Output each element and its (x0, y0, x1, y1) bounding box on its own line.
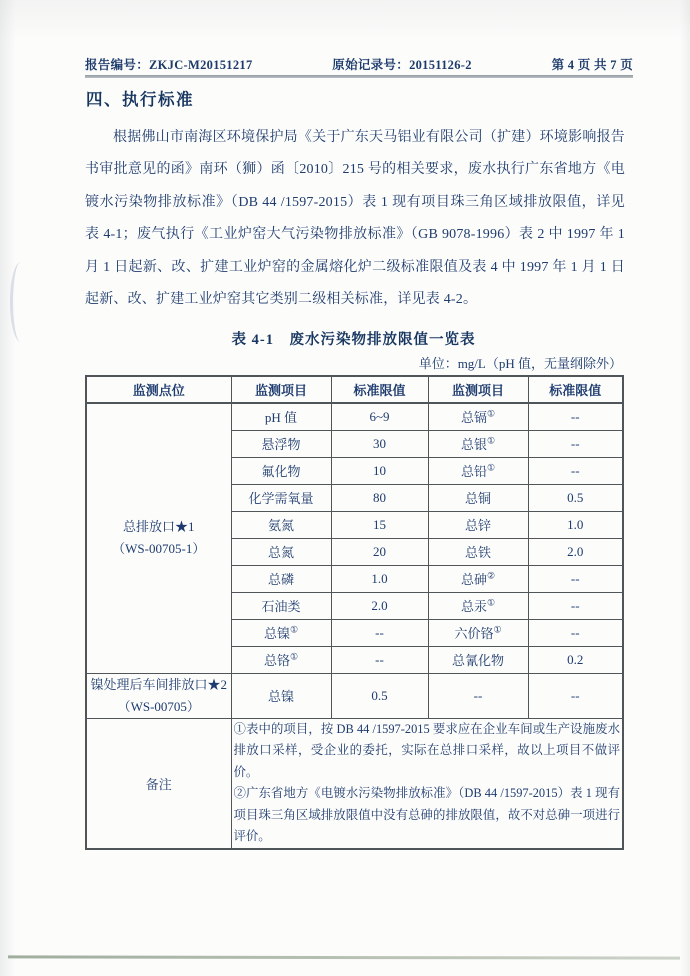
document-header (85, 55, 633, 73)
header-monitor-item: 监测项目 (231, 376, 331, 403)
table-cell-limit: 30 (331, 430, 428, 457)
table-cell-item: 总银① (428, 430, 528, 457)
table-cell-item: 总镍 (231, 673, 331, 718)
site-name: 镍处理后车间排放口★2 (90, 676, 227, 692)
site-cell-main-outlet (86, 403, 231, 673)
table-cell-limit: 1.0 (528, 511, 623, 538)
table-header-row (86, 376, 623, 403)
table-cell-item: pH 值 (231, 403, 331, 430)
table-cell-item: 总铅① (428, 457, 528, 484)
table-cell-limit: -- (528, 673, 623, 718)
table-row (86, 403, 623, 430)
table-cell-item: 总锌 (428, 511, 528, 538)
table-cell-item: -- (428, 673, 528, 718)
table-cell-item: 总氰化物 (428, 646, 528, 673)
header-divider (85, 75, 633, 78)
table-title: 表 4-1 废水污染物排放限值一览表 (231, 332, 476, 348)
scan-edge-right (680, 0, 690, 976)
table-cell-item: 总砷② (428, 565, 528, 592)
table-cell-limit: 6~9 (331, 403, 428, 430)
table-cell-item: 氨氮 (231, 511, 331, 538)
table-cell-limit: 10 (331, 457, 428, 484)
report-number: 报告编号：ZKJC-M20151217 (85, 58, 253, 72)
record-number: 原始记录号：20151126-2 (332, 58, 472, 72)
site-code: （WS-00705） (117, 698, 200, 714)
table-cell-item: 氟化物 (231, 457, 331, 484)
table-cell-limit: 80 (331, 484, 428, 511)
table-row-nickel-outlet (86, 673, 623, 718)
page-number: 第 4 页 共 7 页 (551, 58, 633, 72)
header-standard-limit: 标准限值 (331, 376, 428, 403)
table-cell-item: 总铬① (231, 646, 331, 673)
table-cell-item: 六价铬① (428, 619, 528, 646)
header-monitor-site: 监测点位 (86, 376, 231, 403)
table-cell-limit: -- (331, 619, 428, 646)
remark-note-2: ②广东省地方《电镀水污染物排放标准》（DB 44 /1597-2015）表 1 现有项目珠三角区域排放限值中没有总砷的排放限值，故不对总砷一项进行评价。 (233, 786, 620, 843)
table-cell-limit: 2.0 (528, 538, 623, 565)
table-cell-limit: -- (528, 619, 623, 646)
table-cell-item: 总铜 (428, 484, 528, 511)
table-cell-limit: 0.5 (528, 484, 623, 511)
site-name: 总排放口★1 (122, 519, 195, 535)
table-cell-limit: 1.0 (331, 565, 428, 592)
site-code: （WS-00705-1） (112, 541, 206, 557)
table-cell-item: 化学需氧量 (231, 484, 331, 511)
table-cell-limit: -- (528, 457, 623, 484)
table-cell-limit: 20 (331, 538, 428, 565)
table-cell-item: 石油类 (231, 592, 331, 619)
scan-edge-top (0, 0, 690, 42)
table-cell-limit: 2.0 (331, 592, 428, 619)
scan-edge-bottom (8, 955, 680, 959)
table-cell-item: 总镍① (231, 619, 331, 646)
table-cell-limit: -- (528, 403, 623, 430)
remark-note-1: ①表中的项目，按 DB 44 /1597-2015 要求应在企业车间或生产设施废水排放口采样，受企业的委托，实际在总排口采样，故以上项目不做评价。 (233, 721, 620, 779)
site-cell-nickel-outlet (86, 673, 231, 718)
table-cell-item: 悬浮物 (231, 430, 331, 457)
wastewater-limits-table (85, 375, 624, 850)
remark-content (231, 718, 623, 849)
table-unit-note: 单位：mg/L（pH 值，无量纲除外） (418, 356, 622, 371)
table-cell-item: 总镉① (428, 403, 528, 430)
section-title: 四、执行标准 (86, 90, 194, 109)
table-cell-item: 总氮 (231, 538, 331, 565)
remark-label: 备注 (86, 718, 231, 849)
table-cell-limit: -- (331, 646, 428, 673)
body-paragraph: 根据佛山市南海区环境保护局《关于广东天马铝业有限公司（扩建）环境影响报告书审批意见的函》南环（狮）函〔2010〕215 号的相关要求，废水执行广东省地方《电镀水污染物排放标准》（DB 44 /1597-2015）表 1 现有项目珠三角区域排放限值，详见表 4-1；废气执行《工业炉窑大气污染物排放标准》（GB 9078-1996）表 2 中 1997 年 1 月 1 日起新、改、扩建工业炉窑的金属熔化炉二级标准限值及表 4 中 1997 年 1 月 1 日起新、改、扩建工业炉窑其它类别二级相关标准，详见表 4-2。 (85, 130, 625, 308)
header-monitor-item-2: 监测项目 (428, 376, 528, 403)
scan-artifact-arc (10, 262, 28, 342)
header-standard-limit-2: 标准限值 (528, 376, 623, 403)
table-cell-limit: 0.2 (528, 646, 623, 673)
table-cell-limit: -- (528, 430, 623, 457)
table-cell-limit: 15 (331, 511, 428, 538)
table-row-remark (86, 718, 623, 849)
table-cell-item: 总磷 (231, 565, 331, 592)
table-cell-item: 总汞① (428, 592, 528, 619)
scan-edge-left (0, 0, 16, 976)
table-cell-limit: -- (528, 592, 623, 619)
table-cell-limit: 0.5 (331, 673, 428, 718)
table-cell-limit: -- (528, 565, 623, 592)
table-cell-item: 总铁 (428, 538, 528, 565)
